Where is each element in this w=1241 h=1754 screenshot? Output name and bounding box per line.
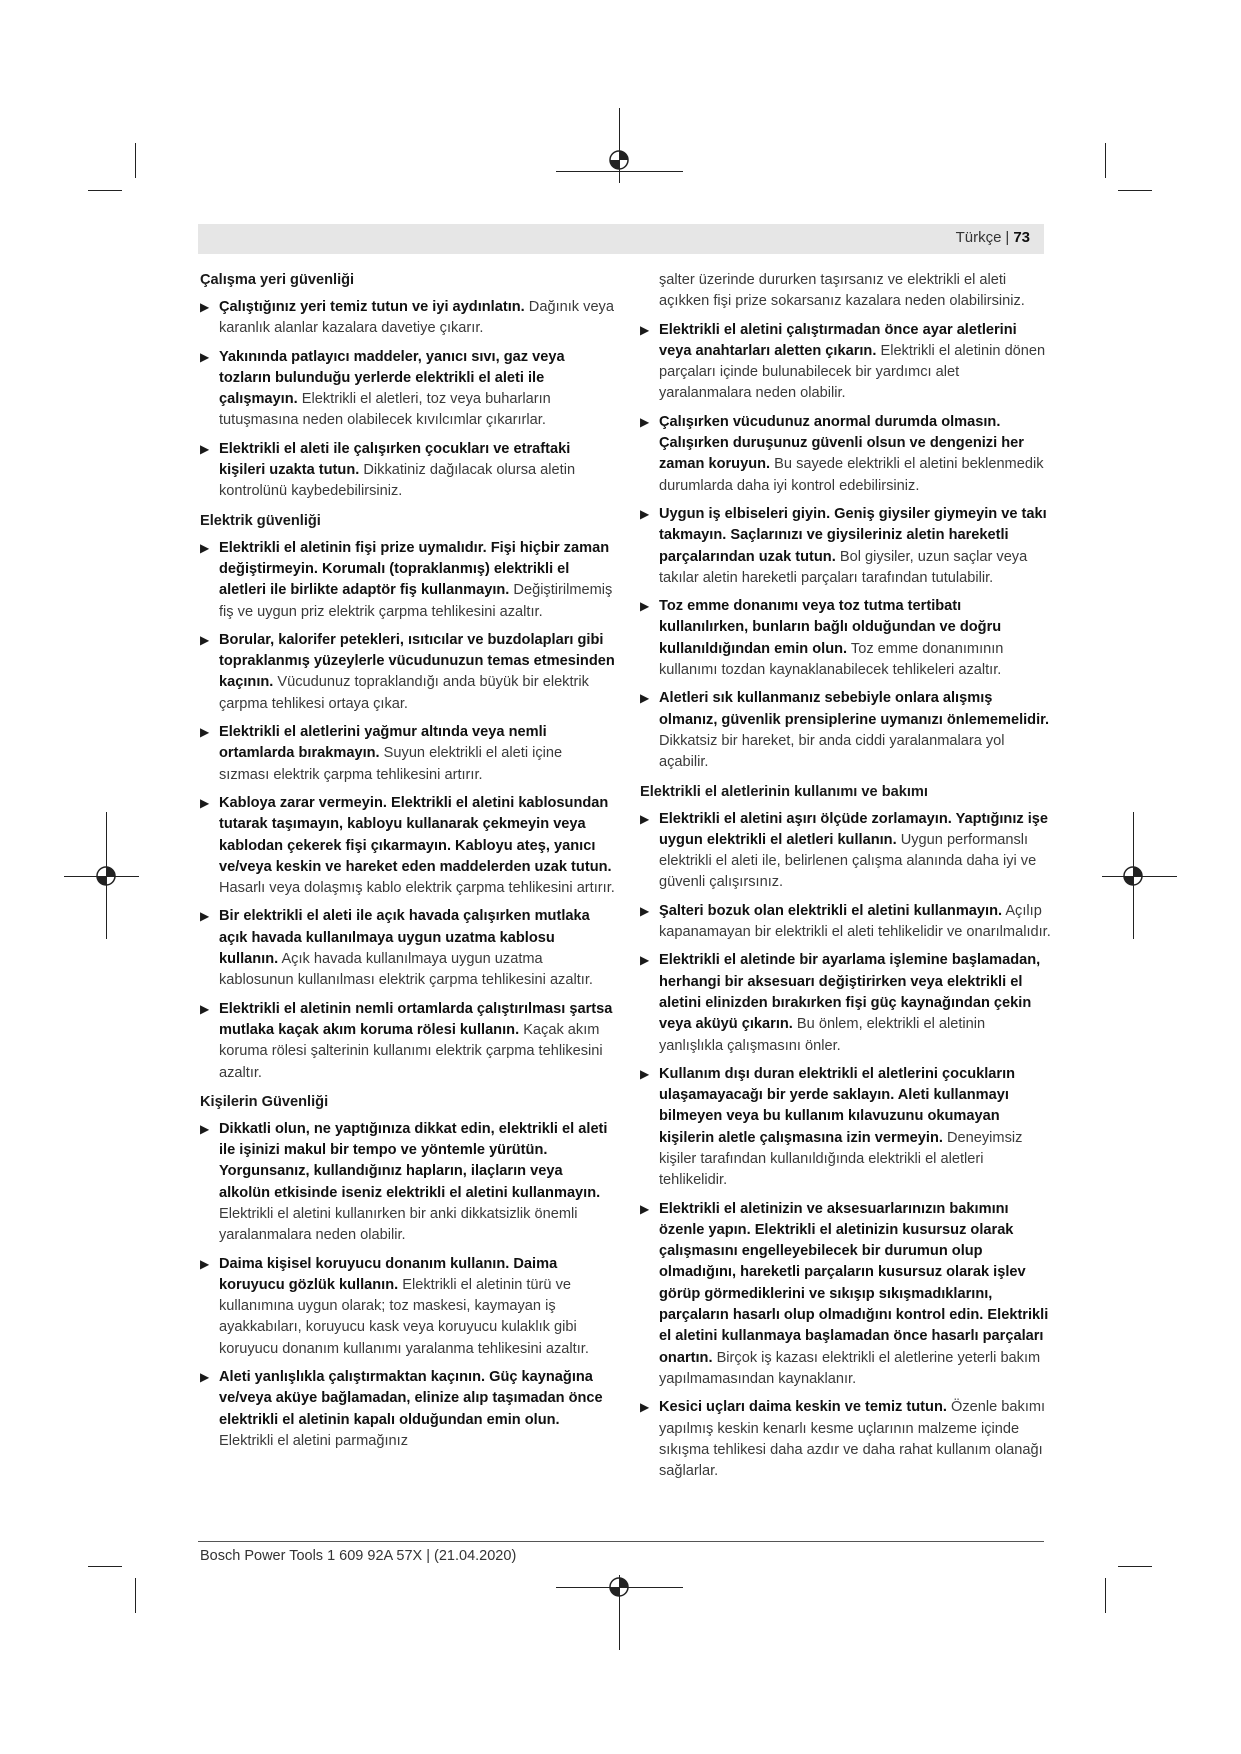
bullet-explanation: Dikkatsiz bir hareket, bir anda ciddi yaralanmalara yol açabilir. bbox=[659, 732, 1005, 771]
paragraph-continuation bbox=[640, 270, 1052, 313]
bullet-explanation: Hasarlı veya dolaşmış kablo elektrik çarpma tehlikesini artırır. bbox=[219, 880, 615, 897]
bullet-item bbox=[640, 1064, 1052, 1192]
bullet-explanation: Kaçak akım koruma rölesi şalterinin kullanımı elektrik çarpma tehlikesini azaltır. bbox=[219, 1021, 603, 1081]
bullet-instruction: Borular, kalorifer petekleri, ısıtıcılar ve buzdolapları gibi topraklanmış yüzeylerle vücudunuzun temas etmesinden kaçının. bbox=[219, 631, 615, 691]
bullet-item bbox=[640, 688, 1052, 773]
bullet-instruction: Çalıştığınız yeri temiz tutun ve iyi aydınlatın. bbox=[219, 299, 525, 315]
bullet-explanation: Özenle bakımı yapılmış keskin kenarlı kesme uçlarının malzeme içinde sıkışma tehlikesi daha azdır ve daha rahat kullanım olanağı sağlarlar. bbox=[659, 1399, 1046, 1480]
bullet-explanation: Toz emme donanımının kullanımı tozdan kaynaklanabilecek tehlikeleri azaltır. bbox=[659, 640, 1004, 679]
bullet-instruction: Elektrikli el aletlerini yağmur altında veya nemli ortamlarda bırakmayın. bbox=[219, 724, 547, 762]
bullet-explanation: Dikkatiniz dağılacak olursa aletin kontrolünü kaybedebilirsiniz. bbox=[219, 462, 576, 500]
bullet-explanation: Dağınık veya karanlık alanlar kazalara davetiye çıkarır. bbox=[219, 299, 614, 337]
bullet-explanation: Bol giysiler, uzun saçlar veya takılar aletin hareketli parçaları tarafından tutulabilir. bbox=[659, 548, 1028, 586]
bullet-instruction: Elektrikli el aletinizin ve aksesuarlarınızın bakımını özenle yapın. Elektrikli el aletinizin kusursuz olarak çalışmasını engelleyebilecek bir durumun olup olmadığını, hareketli parçaların kusursuz olarak işlev görüp görmediklerini ve sıkışıp sıkışmadıklarını, parçaların hasarlı olup olmadığını kontrol edin. Elektrikli el aletini kullanmaya başlamadan önce hasarlı parçaları onartın. bbox=[659, 1200, 1049, 1366]
bullet-arrow-icon: ▶ bbox=[640, 691, 650, 706]
crop-mark bbox=[135, 143, 136, 178]
bullet-instruction: Kullanım dışı duran elektrikli el aletlerini çocukların ulaşamayacağı bir yerde saklayın. Aleti kullanmayı bilmeyen veya bu kullanım kılavuzunu okumayan kişilerin aletle çalışmasına izin vermeyin. bbox=[659, 1065, 1016, 1146]
bullet-explanation: Elektrikli el aletleri, toz veya buharların tutuşmasına neden olabilecek kıvılcımlar çıkarırlar. bbox=[219, 391, 551, 429]
bullet-arrow-icon: ▶ bbox=[200, 441, 210, 456]
bullet-explanation: Açık havada kullanılmaya uygun uzatma kablosunun kullanılması elektrik çarpma tehlikesini azaltır. bbox=[219, 951, 593, 989]
bullet-instruction: Kabloya zarar vermeyin. Elektrikli el aletini kablosundan tutarak taşımayın, kabloyu kullanarak çekmeyin veya kablodan çekerek fişi çıkarmayın. Kabloyu ateş, yanıcı ve/veya keskin ve hareket eden maddelerden uzak tutun. bbox=[219, 794, 612, 875]
bullet-item bbox=[640, 950, 1052, 1056]
bullet-item bbox=[200, 297, 616, 340]
crop-mark bbox=[88, 1566, 122, 1567]
bullet-item bbox=[640, 596, 1052, 681]
crop-mark bbox=[135, 1578, 136, 1613]
footer-divider bbox=[198, 1541, 1044, 1542]
bullet-instruction: Elektrikli el aleti ile çalışırken çocukları ve etraftaki kişileri uzakta tutun. bbox=[219, 440, 571, 479]
bullet-instruction: Çalışırken vücudunuz anormal durumda olmasın. Çalışırken duruşunuz güvenli olsun ve dengenizi her zaman koruyun. bbox=[659, 413, 1024, 473]
bullet-explanation: Açılıp kapanamayan bir elektrikli el aleti tehlikelidir ve onarılmalıdır. bbox=[659, 902, 1051, 941]
bullet-item bbox=[200, 347, 616, 432]
bullet-item bbox=[640, 1397, 1052, 1482]
bullet-instruction: Elektrikli el aletini aşırı ölçüde zorlamayın. Yaptığınız işe uygun elektrikli el aletleri kullanın. bbox=[659, 810, 1049, 848]
bullet-item bbox=[200, 999, 616, 1084]
bullet-arrow-icon: ▶ bbox=[200, 725, 210, 740]
bullet-item bbox=[200, 439, 616, 503]
bullet-item bbox=[640, 320, 1052, 405]
bullet-instruction: Dikkatli olun, ne yaptığınıza dikkat edin, elektrikli el aleti ile işinizi makul bir tempo ve yöntemle yürütün. Yorgunsanız, kullandığınız hapların, ilaçların veya alkolün etkisinde iseniz elektrikli el aletini kullanmayın. bbox=[219, 1120, 608, 1201]
bullet-item bbox=[200, 722, 616, 786]
bullet-explanation: Vücudunuz topraklandığı anda büyük bir elektrik çarpma tehlikesi ortaya çıkar. bbox=[219, 674, 589, 712]
bullet-instruction: Uygun iş elbiseleri giyin. Geniş giysiler giymeyin ve takı takmayın. Saçlarınızı ve giysileriniz aletin hareketli parçalarından uzak tutun. bbox=[659, 505, 1047, 565]
bullet-arrow-icon: ▶ bbox=[640, 811, 650, 826]
bullet-instruction: Elektrikli el aletini çalıştırmadan önce ayar aletlerini veya anahtarları aletten çıkarın. bbox=[659, 321, 1017, 359]
crop-mark bbox=[1118, 1566, 1152, 1567]
bullet-instruction: Aletleri sık kullanmanız sebebiyle onlara alışmış olmanız, güvenlik prensiplerine uymanızı önlememelidir. bbox=[659, 690, 1050, 728]
bullet-instruction: Toz emme donanımı veya toz tutma tertibatı kullanılırken, bunların bağlı olduğundan ve doğru kullanıldığından emin olun. bbox=[659, 598, 1002, 657]
bullet-arrow-icon: ▶ bbox=[200, 1121, 210, 1136]
left-column bbox=[200, 270, 616, 1459]
bullet-item bbox=[640, 504, 1052, 589]
bullet-arrow-icon: ▶ bbox=[640, 1400, 650, 1415]
bullet-explanation: Elektrikli el aletini parmağınız bbox=[219, 1432, 408, 1449]
bullet-instruction: Şalteri bozuk olan elektrikli el aletini kullanmayın. bbox=[659, 902, 1003, 919]
bullet-item bbox=[200, 906, 616, 991]
section-heading: Elektrik güvenliği bbox=[200, 512, 321, 529]
bullet-item bbox=[200, 1367, 616, 1452]
bullet-arrow-icon: ▶ bbox=[640, 506, 650, 521]
bullet-explanation: Değiştirilmemiş fiş ve uygun priz elektrik çarpma tehlikesini azaltır. bbox=[219, 582, 613, 620]
bullet-instruction: Bir elektrikli el aleti ile açık havada çalışırken mutlaka açık havada kullanılmaya uygun uzatma kablosu kullanın. bbox=[219, 908, 590, 968]
bullet-explanation: Elektrikli el aletinin türü ve kullanımına uygun olarak; toz maskesi, kaymayan iş ayakkabıları, koruyucu kask veya koruyucu kulaklık gibi koruyucu donanım kullanımı yaralanma tehlikesini azaltır. bbox=[219, 1276, 589, 1357]
bullet-explanation: Deneyimsiz kişiler tarafından kullanıldığında elektrikli el aletleri tehlikelidir. bbox=[659, 1129, 1023, 1189]
registration-target-icon bbox=[1121, 864, 1145, 888]
crop-mark bbox=[1105, 143, 1106, 178]
registration-target-icon bbox=[607, 148, 631, 172]
bullet-arrow-icon: ▶ bbox=[640, 414, 650, 429]
bullet-arrow-icon: ▶ bbox=[640, 903, 650, 918]
bullet-instruction: Elektrikli el aletinde bir ayarlama işlemine başlamadan, herhangi bir aksesuarı değiştirirken veya elektrikli el aletini elinizden bırakırken fişi güç kaynağından çekin veya aküyü çıkarın. bbox=[659, 952, 1041, 1033]
bullet-arrow-icon: ▶ bbox=[640, 322, 650, 337]
bullet-arrow-icon: ▶ bbox=[200, 300, 210, 314]
page-number: 73 bbox=[1013, 229, 1030, 246]
header-text bbox=[956, 229, 1030, 246]
bullet-item bbox=[200, 1119, 616, 1247]
bullet-arrow-icon: ▶ bbox=[200, 632, 210, 647]
bullet-item bbox=[640, 809, 1052, 894]
bullet-item bbox=[200, 630, 616, 715]
right-column bbox=[640, 270, 1052, 1489]
bullet-instruction: Aleti yanlışlıkla çalıştırmaktan kaçının. Güç kaynağına ve/veya aküye bağlamadan, elinize alıp taşımadan önce elektrikli el aletinin kapalı olduğundan emin olun. bbox=[219, 1369, 603, 1428]
bullet-instruction: Yakınında patlayıcı maddeler, yanıcı sıvı, gaz veya tozların bulunduğu yerlerde elektrikli el aleti ile çalışmayın. bbox=[219, 348, 565, 408]
bullet-arrow-icon: ▶ bbox=[200, 909, 210, 924]
section-heading: Elektrikli el aletlerinin kullanımı ve bakımı bbox=[640, 783, 928, 800]
bullet-instruction: Elektrikli el aletinin nemli ortamlarda çalıştırılması şartsa mutlaka kaçak akım koruma rölesi kullanın. bbox=[219, 1000, 613, 1038]
bullet-arrow-icon: ▶ bbox=[640, 1201, 650, 1216]
header-language: Türkçe bbox=[955, 229, 1002, 246]
bullet-instruction: Kesici uçları daima keskin ve temiz tutun. bbox=[659, 1399, 947, 1416]
bullet-arrow-icon: ▶ bbox=[200, 540, 210, 555]
bullet-explanation: Bu sayede elektrikli el aletini beklenmedik durumlarda daha iyi kontrol edebilirsiniz. bbox=[659, 456, 1044, 494]
bullet-explanation: şalter üzerinde dururken taşırsanız ve elektrikli el aleti açıkken fişi prize sokarsanız kazalara neden olabilirsiniz. bbox=[659, 272, 1025, 310]
footer-text: Bosch Power Tools 1 609 92A 57X | (21.04.2020) bbox=[200, 1548, 517, 1564]
bullet-arrow-icon: ▶ bbox=[200, 1370, 210, 1385]
bullet-arrow-icon: ▶ bbox=[200, 795, 210, 810]
section-heading: Çalışma yeri güvenliği bbox=[200, 272, 355, 288]
bullet-arrow-icon: ▶ bbox=[200, 349, 210, 364]
bullet-arrow-icon: ▶ bbox=[200, 1256, 210, 1271]
crop-mark bbox=[1105, 1578, 1106, 1613]
page-header bbox=[198, 224, 1044, 254]
bullet-explanation: Elektrikli el aletini kullanırken bir anki dikkatsizlik önemli yaralanmalara neden olabilir. bbox=[219, 1205, 578, 1244]
bullet-instruction: Daima kişisel koruyucu donanım kullanın. Daima koruyucu gözlük kullanın. bbox=[219, 1255, 558, 1293]
bullet-item bbox=[200, 538, 616, 623]
registration-target-icon bbox=[94, 864, 118, 888]
bullet-item bbox=[200, 793, 616, 899]
bullet-item bbox=[640, 901, 1052, 944]
bullet-item bbox=[640, 412, 1052, 497]
bullet-explanation: Uygun performanslı elektrikli el aleti ile, belirlenen çalışma alanında daha iyi ve güvenli çalışırsınız. bbox=[659, 831, 1037, 891]
registration-target-icon bbox=[607, 1575, 631, 1599]
crop-mark bbox=[1118, 190, 1152, 191]
crop-mark bbox=[88, 190, 122, 191]
bullet-explanation: Birçok iş kazası elektrikli el aletlerine yeterli bakım yapılmamasından kaynaklanır. bbox=[659, 1349, 1041, 1387]
bullet-explanation: Suyun elektrikli el aleti içine sızması elektrik çarpma tehlikesini artırır. bbox=[219, 745, 563, 783]
bullet-arrow-icon: ▶ bbox=[640, 953, 650, 968]
bullet-arrow-icon: ▶ bbox=[200, 1001, 210, 1016]
bullet-explanation: Elektrikli el aletinin dönen parçaları içinde bulunabilecek bir yardımcı alet yaralanmalara neden olabilir. bbox=[659, 342, 1046, 402]
bullet-item bbox=[200, 1254, 616, 1360]
header-separator: | bbox=[1005, 229, 1010, 246]
bullet-instruction: Elektrikli el aletinin fişi prize uymalıdır. Fişi hiçbir zaman değiştirmeyin. Korumalı (topraklanmış) elektrikli el aletleri ile birlikte adaptör fiş kullanmayın. bbox=[219, 539, 610, 599]
bullet-arrow-icon: ▶ bbox=[640, 599, 650, 614]
section-heading: Kişilerin Güvenliği bbox=[200, 1093, 329, 1110]
bullet-explanation: Bu önlem, elektrikli el aletinin yanlışlıkla çalışmasını önler. bbox=[659, 1016, 986, 1054]
bullet-item bbox=[640, 1199, 1052, 1391]
bullet-arrow-icon: ▶ bbox=[640, 1066, 650, 1081]
